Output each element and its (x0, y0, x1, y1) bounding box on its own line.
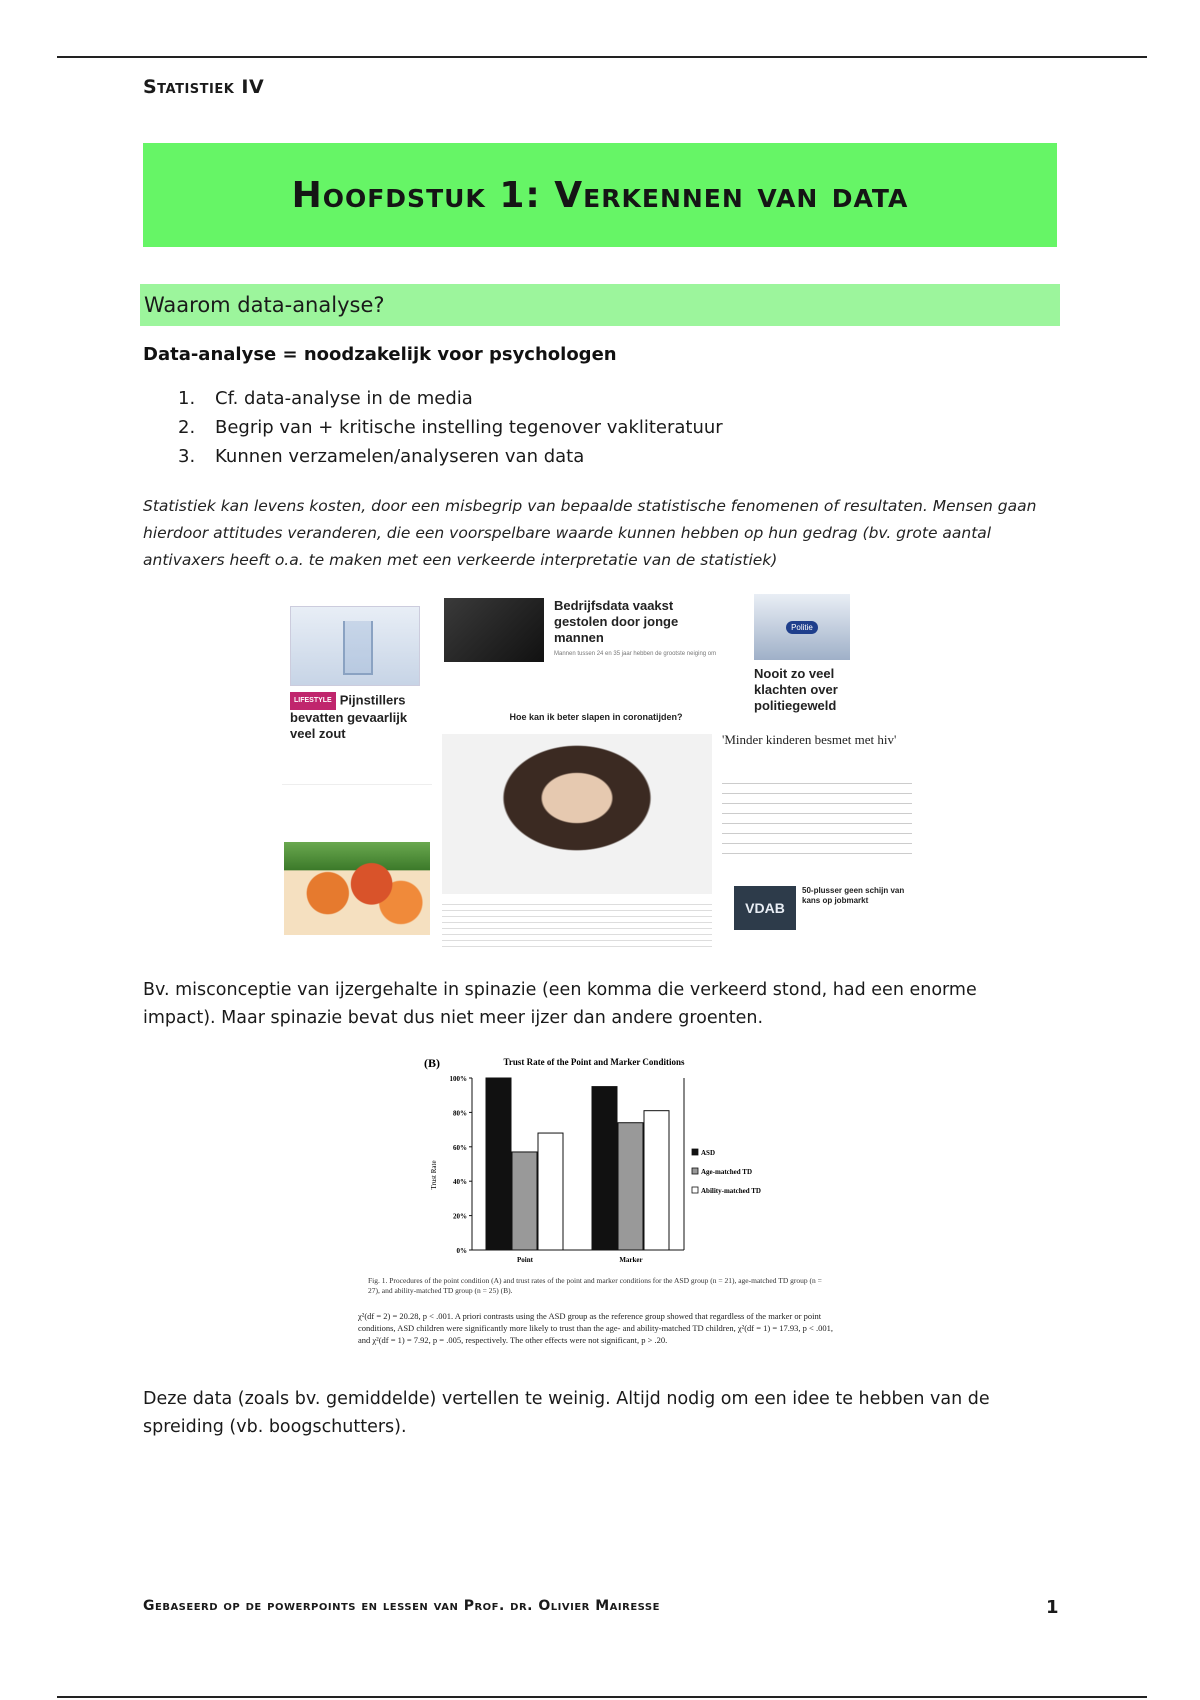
bar-ability-matched-td-marker (644, 1111, 669, 1250)
hiv-article-lines (722, 774, 912, 854)
article-snippet (282, 784, 432, 839)
sleeping-woman-image (442, 734, 712, 894)
trust-rate-chart (354, 1050, 844, 1280)
spreiding-paragraph: Deze data (zoals bv. gemiddelde) vertellen te weinig. Altijd nodig om een idee te hebben van de spreiding (vb. boogschutters). (143, 1389, 990, 1437)
statistics-text: χ²(df = 2) = 20.28, p < .001. A priori contrasts using the ASD group as the reference group showed that regardless of the marker or point conditions, ASD children were significantly more likely to trust than the age- and ability-matched TD children, χ²(df = 1) = 17.93, p < .001, and χ²(df = 1) = 7.92, p = .005, respectively. The other effects were not significant, p > .20. (358, 1311, 833, 1345)
bar-asd-point (486, 1078, 511, 1250)
y-tick-label: 80% (453, 1109, 467, 1118)
pijnstillers-headline: LIFESTYLE Pijnstillers bevatten gevaarlijk veel zout (290, 692, 408, 741)
legend-swatch (692, 1149, 698, 1155)
bar-age-matched-td-point (512, 1152, 537, 1250)
water-glass-image (290, 606, 420, 686)
slapen-headline: Hoe kan ik beter slapen in coronatijden? (509, 712, 683, 722)
bar-age-matched-td-marker (618, 1123, 643, 1250)
vdab-logo: VDAB (734, 886, 796, 930)
news-collage-image (276, 594, 928, 957)
page-number: 1 (1046, 1597, 1059, 1618)
chapter-title: Hoofdstuk 1: Verkennen van data (291, 174, 909, 216)
top-rule (57, 56, 1147, 58)
italic-paragraph: Statistiek kan levens kosten, door een misbegrip van bepaalde statistische fenomenen of resultaten. Mensen gaan hierdoor attitudes veranderen, die een voorspelbare waarde kunnen hebben op hun gedrag (bv. grote aantal antivaxers heeft o.a. te maken met een verkeerde interpretatie van de statistiek) (143, 497, 1037, 569)
legend-swatch (692, 1168, 698, 1174)
y-tick-label: 100% (449, 1075, 467, 1083)
legend-label: Age-matched TD (701, 1168, 753, 1176)
bedrijfsdata-subtext: Mannen tussen 24 en 35 jaar hebben de grootste neiging om (554, 651, 717, 657)
panel-label: (B) (424, 1056, 440, 1070)
legend-swatch (692, 1187, 698, 1193)
figure-caption: Fig. 1. Procedures of the point condition (A) and trust rates of the point and marker conditions for the ASD group (n = 21), age-matched TD group (n = 27), and ability-matched TD group (n = 25) (B). (368, 1276, 822, 1295)
peaches-image (284, 842, 430, 935)
chapter-banner (143, 143, 1057, 247)
hacker-thumbnail (444, 598, 544, 662)
vdab-headline: 50-plusser geen schijn van kans op jobmarkt (802, 886, 905, 905)
x-tick-label: Point (517, 1256, 533, 1264)
numbered-list (178, 388, 723, 475)
police-image: Politie (754, 594, 850, 660)
bedrijfsdata-headline: Bedrijfsdata vaakst gestolen door jonge mannen (554, 598, 679, 645)
hiv-headline: 'Minder kinderen besmet met hiv' (722, 732, 897, 747)
legend-label: ASD (701, 1149, 716, 1157)
footer-text: Gebaseerd op de powerpoints en lessen van Prof. dr. Olivier Mairesse (143, 1598, 660, 1614)
list-item: 1. Cf. data-analyse in de media (178, 388, 473, 409)
x-tick-label: Marker (619, 1256, 643, 1264)
list-item: 2. Begrip van + kritische instelling tegenover vakliteratuur (178, 417, 723, 438)
y-tick-label: 0% (456, 1247, 467, 1255)
chart-title: Trust Rate of the Point and Marker Conditions (503, 1057, 685, 1067)
bottom-rule (57, 1696, 1147, 1698)
y-tick-label: 60% (453, 1143, 467, 1152)
subheading: Data-analyse = noodzakelijk voor psychologen (143, 344, 617, 365)
bar-ability-matched-td-point (538, 1133, 563, 1250)
politie-headline: Nooit zo veel klachten over politiegeweld (754, 666, 838, 713)
bar-asd-marker (592, 1087, 617, 1250)
legend-label: Ability-matched TD (701, 1187, 761, 1195)
header-title: Statistiek IV (143, 76, 265, 98)
article-lines (442, 899, 712, 949)
y-tick-label: 40% (453, 1178, 467, 1187)
y-axis-label: Trust Rate (430, 1160, 438, 1190)
section-heading: Waarom data-analyse? (140, 284, 1060, 326)
trust-rate-figure (354, 1050, 844, 1370)
spinazie-paragraph: Bv. misconceptie van ijzergehalte in spinazie (een komma die verkeerd stond, had een enorme impact). Maar spinazie bevat dus niet meer ijzer dan andere groenten. (143, 980, 977, 1028)
y-tick-label: 20% (453, 1212, 467, 1221)
list-item: 3. Kunnen verzamelen/analyseren van data (178, 446, 585, 467)
